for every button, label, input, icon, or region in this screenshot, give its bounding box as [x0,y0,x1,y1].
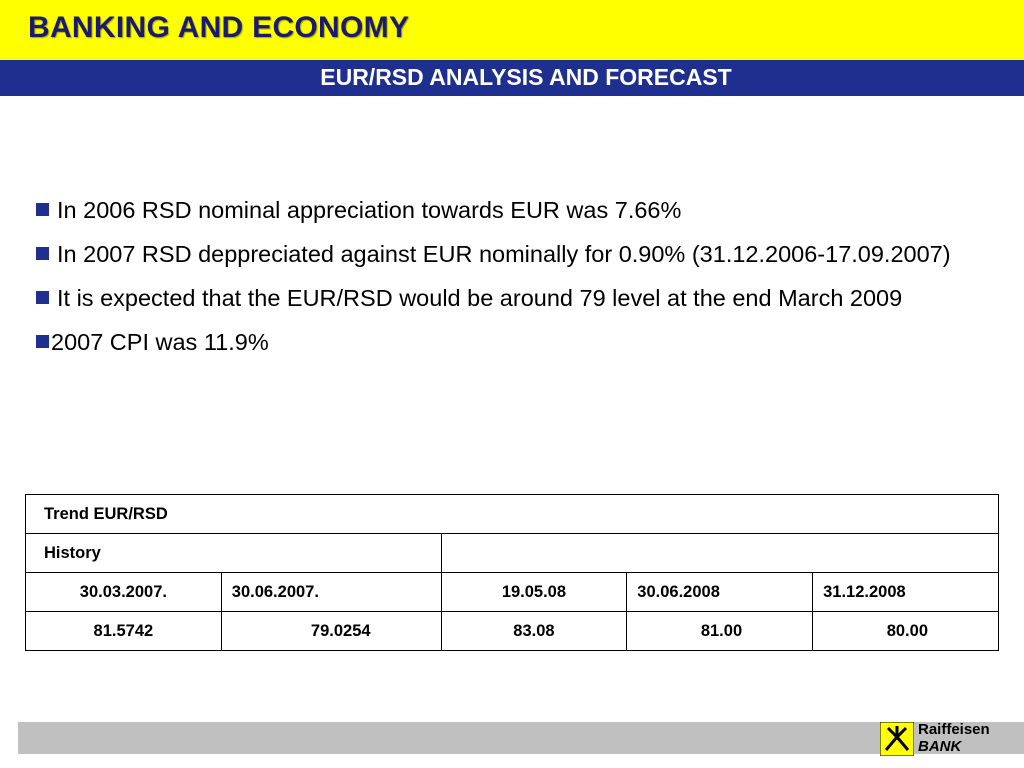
footer-band [18,722,1024,754]
bullet-text: It is expected that the EUR/RSD would be around 79 level at the end March 2009 [57,285,903,311]
table-history-row [26,534,999,573]
bullet-square-icon [36,335,49,348]
page-subtitle: EUR/RSD ANALYSIS AND FORECAST [320,64,732,90]
bullet-text: 2007 CPI was 11.9% [51,329,269,355]
bullet-square-icon [36,203,49,216]
history-label: History [26,534,442,573]
table-cell: 79.0254 [221,612,441,651]
bullet-item [36,237,996,271]
bullet-text: In 2007 RSD deppreciated against EUR nominally for 0.90% (31.12.2006-17.09.2007) [57,241,951,267]
table-cell: 31.12.2008 [813,573,999,612]
table-title-row [26,495,999,534]
table-cell: 81.5742 [26,612,222,651]
table-cell: 30.03.2007. [26,573,222,612]
logo-line-1: Raiffeisen [918,721,990,738]
table-cell: 19.05.08 [441,573,627,612]
logo-line-2: BANK [918,738,962,755]
table-title: Trend EUR/RSD [26,495,999,534]
bullet-item [36,193,996,227]
bank-logo-text [918,721,990,755]
bullet-item [36,281,996,315]
page-title: BANKING AND ECONOMY [28,11,410,44]
bullet-square-icon [36,291,49,304]
table-values-row [26,612,999,651]
history-empty-cell [441,534,998,573]
table-cell: 81.00 [627,612,813,651]
bullet-text: In 2006 RSD nominal appreciation towards EUR was 7.66% [57,197,682,223]
table-cell: 83.08 [441,612,627,651]
table-cell: 30.06.2007. [221,573,441,612]
raiffeisen-logo-icon [880,722,914,756]
bullet-square-icon [36,247,49,260]
bullet-list [36,193,996,369]
table-dates-row [26,573,999,612]
trend-table [25,494,999,651]
bullet-item [36,325,996,359]
table-cell: 30.06.2008 [627,573,813,612]
table-cell: 80.00 [813,612,999,651]
